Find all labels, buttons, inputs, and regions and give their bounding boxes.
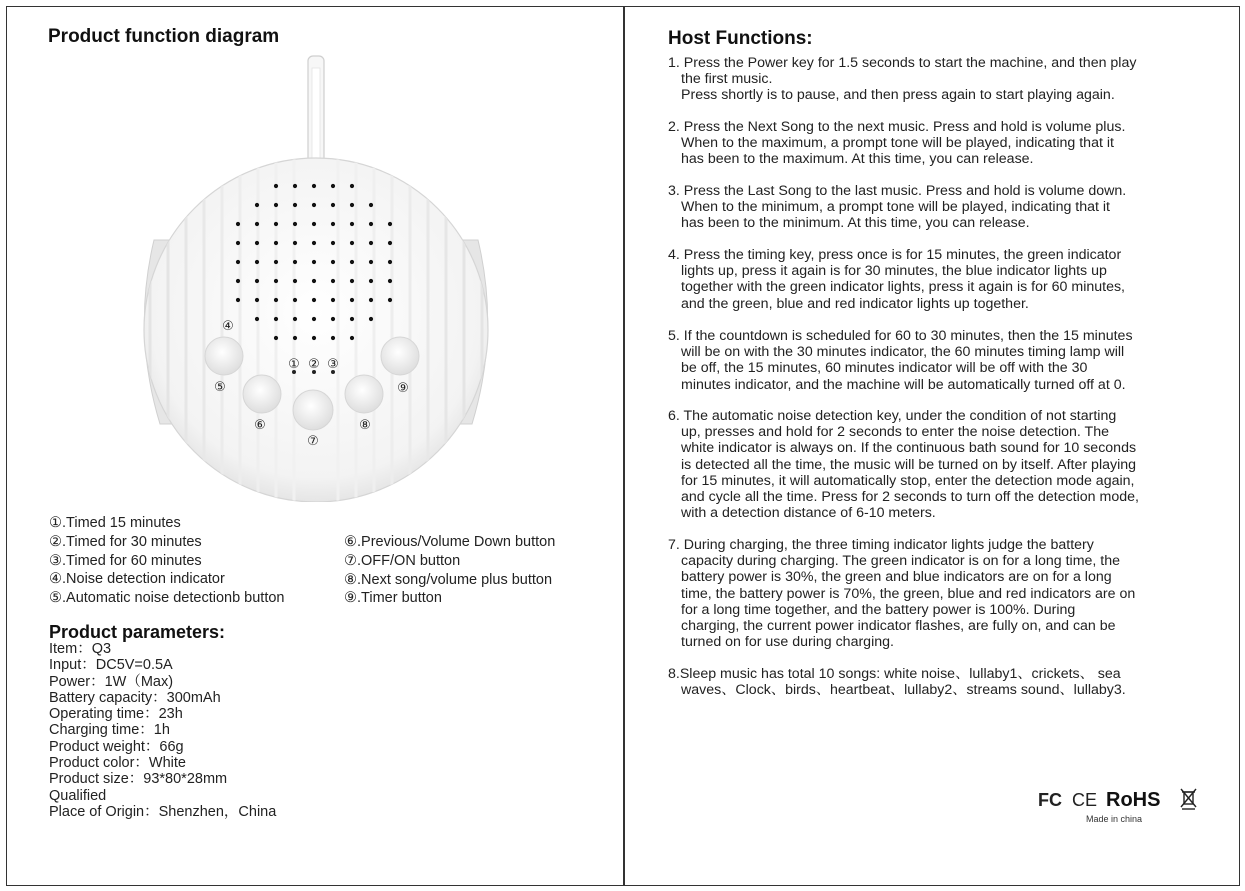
function-line: has been to the maximum. At this time, you can release.: [681, 151, 1034, 168]
legend-item: ③.Timed for 60 minutes: [49, 552, 202, 569]
grille-hole: [350, 317, 354, 321]
function-line: for 15 minutes, it will automatically stop, enter the detection mode again,: [681, 472, 1135, 489]
legend-left: [49, 514, 284, 608]
callout-8: ⑧: [359, 418, 371, 433]
grille-hole: [312, 317, 316, 321]
legend-right: [344, 533, 555, 608]
param-row: Input：DC5V=0.5A: [49, 657, 173, 674]
param-row: Product color：White: [49, 755, 186, 772]
grille-hole: [331, 336, 335, 340]
grille-hole: [331, 184, 335, 188]
grille-hole: [350, 298, 354, 302]
callout-2: ②: [308, 357, 320, 372]
grille-hole: [388, 222, 392, 226]
grille-hole: [388, 260, 392, 264]
function-line: Press shortly is to pause, and then press again to start playing again.: [681, 87, 1115, 104]
grille-hole: [255, 222, 259, 226]
weee-bin-icon: [1181, 789, 1196, 809]
grille-hole: [350, 203, 354, 207]
grille-hole: [236, 222, 240, 226]
grille-hole: [350, 279, 354, 283]
function-line: 4. Press the timing key, press once is for 15 minutes, the green indicator: [668, 247, 1122, 263]
grille-hole: [274, 317, 278, 321]
callout-6: ⑥: [254, 418, 266, 433]
timer-button[interactable]: [381, 337, 419, 375]
function-line: 5. If the countdown is scheduled for 60 to 30 minutes, then the 15 minutes: [668, 328, 1133, 344]
noise-detection-button[interactable]: [205, 337, 243, 375]
callout-9: ⑨: [397, 381, 409, 396]
function-line: and cycle all the time. Press for 2 seconds to turn off the detection mode,: [681, 489, 1139, 506]
grille-hole: [293, 203, 297, 207]
function-item-2: [668, 119, 1208, 168]
grille-hole: [369, 317, 373, 321]
grille-hole: [236, 298, 240, 302]
grille-hole: [331, 279, 335, 283]
function-line: 3. Press the Last Song to the last music. Press and hold is volume down.: [668, 183, 1127, 199]
function-item-5: [668, 328, 1208, 393]
function-line: charging, the current power indicator flashes, are fully on, and can be: [681, 618, 1116, 635]
callout-1: ①: [288, 357, 300, 372]
function-line: will be on with the 30 minutes indicator, the 60 minutes timing lamp will: [681, 344, 1125, 361]
grille-hole: [312, 203, 316, 207]
grille-hole: [331, 241, 335, 245]
grille-hole: [274, 203, 278, 207]
previous-volume-down-button[interactable]: [243, 375, 281, 413]
function-item-7: [668, 537, 1208, 650]
grille-hole: [350, 241, 354, 245]
grille-hole: [331, 298, 335, 302]
param-row: Operating time：23h: [49, 706, 183, 723]
grille-hole: [350, 260, 354, 264]
diagram-title: Product function diagram: [48, 26, 280, 47]
device-body: [144, 158, 488, 502]
grille-hole: [350, 336, 354, 340]
grille-hole: [293, 298, 297, 302]
param-row: Battery capacity：300mAh: [49, 689, 221, 706]
grille-hole: [312, 222, 316, 226]
device-diagram: [120, 52, 520, 502]
param-row: Item：Q3: [49, 641, 112, 657]
grille-hole: [274, 279, 278, 283]
on-off-button[interactable]: [293, 390, 333, 430]
grille-hole: [312, 184, 316, 188]
legend-item: ⑥.Previous/Volume Down button: [344, 534, 556, 550]
grille-hole: [274, 184, 278, 188]
function-line: together with the green indicator lights, press it again is for 60 minutes,: [681, 279, 1125, 296]
grille-hole: [255, 317, 259, 321]
grille-hole: [274, 241, 278, 245]
function-item-1: [668, 55, 1208, 104]
function-item-8: [668, 666, 1208, 698]
grille-hole: [293, 222, 297, 226]
callout-4: ④: [222, 319, 234, 334]
grille-hole: [274, 336, 278, 340]
grille-hole: [255, 298, 259, 302]
callout-7: ⑦: [307, 434, 319, 449]
function-line: capacity during charging. The green indicator is on for a long time, the: [681, 553, 1121, 570]
function-line: minutes indicator, and the machine will be automatically turned off at 0.: [681, 376, 1126, 393]
legend-item: ④.Noise detection indicator: [49, 571, 225, 588]
function-item-4: [668, 247, 1208, 312]
param-row: Product weight：66g: [49, 738, 184, 755]
grille-hole: [369, 222, 373, 226]
legend-item: ⑧.Next song/volume plus button: [344, 571, 553, 588]
grille-hole: [369, 241, 373, 245]
grille-hole: [293, 336, 297, 340]
grille-hole: [369, 260, 373, 264]
legend-item: ⑨.Timer button: [344, 590, 442, 607]
function-item-6: [668, 408, 1208, 521]
function-line: be off, the 15 minutes, 60 minutes indicator will be off with the 30: [681, 360, 1088, 377]
function-line: battery power is 30%, the green and blue indicators are on for a long: [681, 569, 1112, 586]
function-line: turned on for use during charging.: [681, 634, 894, 651]
grille-hole: [236, 260, 240, 264]
grille-hole: [331, 260, 335, 264]
function-line: 8.Sleep music has total 10 songs: white noise、lullaby1、crickets、 sea: [668, 666, 1121, 682]
param-row: Charging time：1h: [49, 722, 170, 739]
grille-hole: [274, 260, 278, 264]
param-row: Power：1W（Max): [49, 673, 174, 690]
function-line: lights up, press it again is for 30 minutes, the blue indicator lights up: [681, 263, 1107, 280]
function-item-3: [668, 183, 1208, 232]
function-line: time, the battery power is 70%, the green, blue and red indicators are on: [681, 585, 1136, 602]
grille-hole: [331, 222, 335, 226]
grille-hole: [369, 298, 373, 302]
grille-hole: [350, 184, 354, 188]
grille-hole: [331, 203, 335, 207]
fc-mark: FC: [1038, 790, 1062, 810]
grille-hole: [312, 260, 316, 264]
grille-hole: [293, 241, 297, 245]
grille-hole: [312, 336, 316, 340]
function-line: When to the minimum, a prompt tone will be played, indicating that it: [681, 199, 1110, 216]
params-list: [49, 641, 276, 820]
grille-hole: [274, 298, 278, 302]
legend-item: ⑦.OFF/ON button: [344, 552, 461, 569]
grille-hole: [293, 184, 297, 188]
grille-hole: [255, 203, 259, 207]
grille-hole: [274, 222, 278, 226]
function-line: 6. The automatic noise detection key, under the condition of not starting: [668, 408, 1117, 424]
grille-hole: [312, 241, 316, 245]
grille-hole: [350, 222, 354, 226]
legend-item: ②.Timed for 30 minutes: [49, 533, 202, 550]
grille-hole: [388, 298, 392, 302]
grille-hole: [255, 241, 259, 245]
params-title: Product parameters:: [49, 622, 226, 642]
function-line: up, presses and hold for 2 seconds to enter the noise detection. The: [681, 424, 1110, 441]
param-row: Qualified: [49, 787, 107, 804]
grille-hole: [236, 279, 240, 283]
function-line: 7. During charging, the three timing indicator lights judge the battery: [668, 537, 1094, 553]
legend-item: ⑤.Automatic noise detectionb button: [49, 590, 285, 607]
function-line: waves、Clock、birds、heartbeat、lullaby2、streams sound、lullaby3.: [681, 682, 1126, 699]
rohs-mark: RoHS: [1106, 789, 1161, 811]
function-line: the first music.: [681, 71, 773, 88]
made-in-label: Made in china: [1086, 814, 1143, 824]
function-line: and the green, blue and red indicator lights up together.: [681, 295, 1029, 312]
certification-marks: [1038, 786, 1198, 812]
grille-hole: [236, 241, 240, 245]
next-volume-plus-button[interactable]: [345, 375, 383, 413]
grille-hole: [369, 279, 373, 283]
function-line: 1. Press the Power key for 1.5 seconds to start the machine, and then play: [668, 55, 1137, 71]
grille-hole: [293, 317, 297, 321]
callout-5: ⑤: [214, 380, 226, 395]
grille-hole: [293, 260, 297, 264]
function-line: 2. Press the Next Song to the next music. Press and hold is volume plus.: [668, 119, 1126, 135]
param-row: Product size：93*80*28mm: [49, 771, 228, 788]
callout-3: ③: [327, 357, 339, 372]
page-divider: [623, 6, 625, 886]
grille-hole: [312, 298, 316, 302]
ce-mark: CE: [1072, 790, 1098, 810]
grille-hole: [388, 241, 392, 245]
grille-hole: [255, 260, 259, 264]
function-line: white indicator is always on. If the continuous bath sound for 10 seconds: [681, 440, 1137, 457]
function-line: with a detection distance of 6-10 meters.: [681, 505, 936, 522]
param-row: Place of Origin：Shenzhen，China: [49, 803, 277, 820]
grille-hole: [331, 317, 335, 321]
function-line: When to the maximum, a prompt tone will be played, indicating that it: [681, 135, 1114, 152]
grille-hole: [369, 203, 373, 207]
grille-hole: [388, 279, 392, 283]
grille-hole: [312, 279, 316, 283]
grille-hole: [255, 279, 259, 283]
function-line: is detected all the time, the music will be turned on by itself. After playing: [681, 456, 1137, 473]
function-line: has been to the minimum. At this time, you can release.: [681, 215, 1030, 232]
function-line: for a long time together, and the battery power is 100%. During: [681, 601, 1076, 618]
host-functions-title: Host Functions:: [668, 28, 813, 49]
legend-item: ①.Timed 15 minutes: [49, 515, 181, 531]
grille-hole: [293, 279, 297, 283]
